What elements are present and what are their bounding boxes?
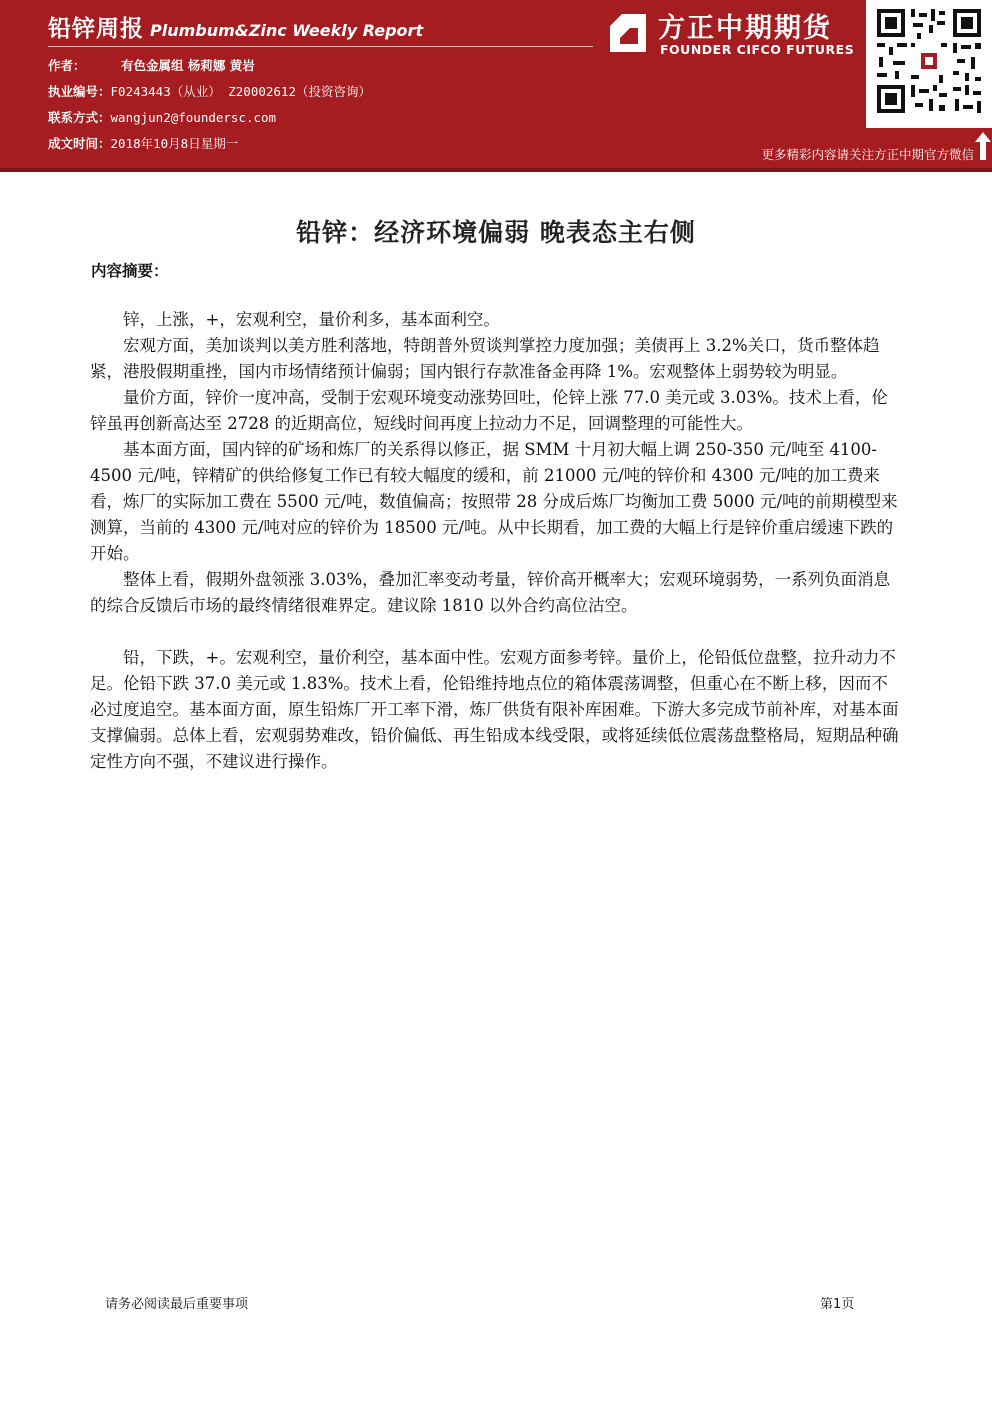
report-headline: 铅锌：经济环境偏弱 晚表态主右侧: [296, 218, 696, 247]
lead-summary-paragraph: 铅，下跌，+。宏观利空，量价利空，基本面中性。宏观方面参考锌。量价上，伦铅低位盘整，拉升动力不足。伦铅下跌 37.0 美元或 1.83%。技术上看，伦铅维持地点位的箱体震荡调整，但重心在不断上移，因而不必过度追空。基本面方面，原生铅炼厂开工率下滑，炼厂供货有限补库困难。下游大多完成节前补库，对基本面支撑偏弱。总体上看，宏观弱势难改，铅价偏低、再生铅成本线受限，或将延续低位震荡盘整格局，短期品种确定性方向不强，不建议进行操作。: [90, 648, 899, 771]
report-title-cn: 铅锌周报: [48, 16, 144, 42]
abstract-body: [90, 307, 902, 775]
zinc-fundamental-paragraph: 基本面方面，国内锌的矿场和炼厂的关系得以修正，据 SMM 十月初大幅上调 250-350 元/吨至 4100-4500 元/吨，锌精矿的供给修复工作已有较大幅度的缓和，前 21000 元/吨的锌价和 4300 元/吨的加工费来看，炼厂的实际加工费在 5500 元/吨，数值偏高；按照带 28 分成后炼厂均衡加工费 5000 元/吨的前期模型来测算，当前的 4300 元/吨对应的锌价为 18500 元/吨。从中长期看，加工费的大幅上行是锌价重启缓速下跌的开始。: [90, 440, 898, 563]
page-number: 第1页: [820, 1297, 855, 1312]
zinc-overall-paragraph: 整体上看，假期外盘领涨 3.03%，叠加汇率变动考量，锌价高开概率大；宏观环境弱势，一系列负面消息的综合反馈后市场的最终情绪很难界定。建议除 1810 以外合约高位沽空。: [90, 570, 891, 615]
meta-date-value: 2018年10月8日星期一: [110, 136, 239, 151]
qr-code: [866, 0, 992, 128]
meta-author: [48, 56, 255, 74]
follow-wechat-text: 更多精彩内容请关注方正中期官方微信: [761, 147, 974, 162]
meta-date: [48, 134, 238, 152]
header-bottom-border: [0, 168, 992, 172]
company-name-cn: 方正中期期货: [658, 13, 832, 44]
meta-contact-label: 联系方式：: [48, 110, 111, 125]
meta-date-label: 成文时间：: [48, 136, 111, 151]
report-title-en: Plumbum&Zinc Weekly Report: [150, 21, 424, 40]
meta-contact: [48, 108, 276, 126]
meta-license: [48, 82, 371, 100]
founder-logo-icon: [606, 12, 648, 54]
report-title: [48, 10, 423, 43]
section-spacer: [90, 619, 902, 645]
abstract-label: 内容摘要：: [91, 262, 169, 280]
meta-author-value: 有色金属组 杨莉娜 黄岩: [121, 58, 255, 73]
zinc-macro-paragraph: 宏观方面，美加谈判以美方胜利落地，特朗普外贸谈判掌控力度加强；美债再上 3.2%关口，货币整体趋紧，港股假期重挫，国内市场情绪预计偏弱；国内银行存款准备金再降 1%。宏观整体上弱势较为明显。: [90, 336, 880, 381]
company-name-en: FOUNDER CIFCO FUTURES: [660, 42, 855, 57]
arrow-up-icon: [975, 132, 991, 160]
footer-notice: 请务必阅读最后重要事项: [105, 1297, 249, 1312]
report-header: [0, 0, 992, 172]
zinc-price-paragraph: 量价方面，锌价一度冲高，受制于宏观环境变动涨势回吐，伦锌上涨 77.0 美元或 3.03%。技术上看，伦锌虽再创新高达至 2728 的近期高位，短线时间再度上拉动力不足，回调整理的可能性大。: [90, 388, 888, 433]
zinc-summary-paragraph: 锌，上涨，+，宏观利空，量价利多，基本面利空。: [123, 310, 500, 329]
title-divider: [48, 46, 593, 47]
meta-contact-value[interactable]: wangjun2@foundersc.com: [110, 110, 277, 125]
qr-code-icon: [873, 5, 985, 117]
meta-license-label: 执业编号：: [48, 84, 111, 99]
meta-author-label: 作者：: [48, 58, 86, 73]
meta-license-value: F0243443（从业） Z20002612（投资咨询）: [110, 84, 371, 99]
